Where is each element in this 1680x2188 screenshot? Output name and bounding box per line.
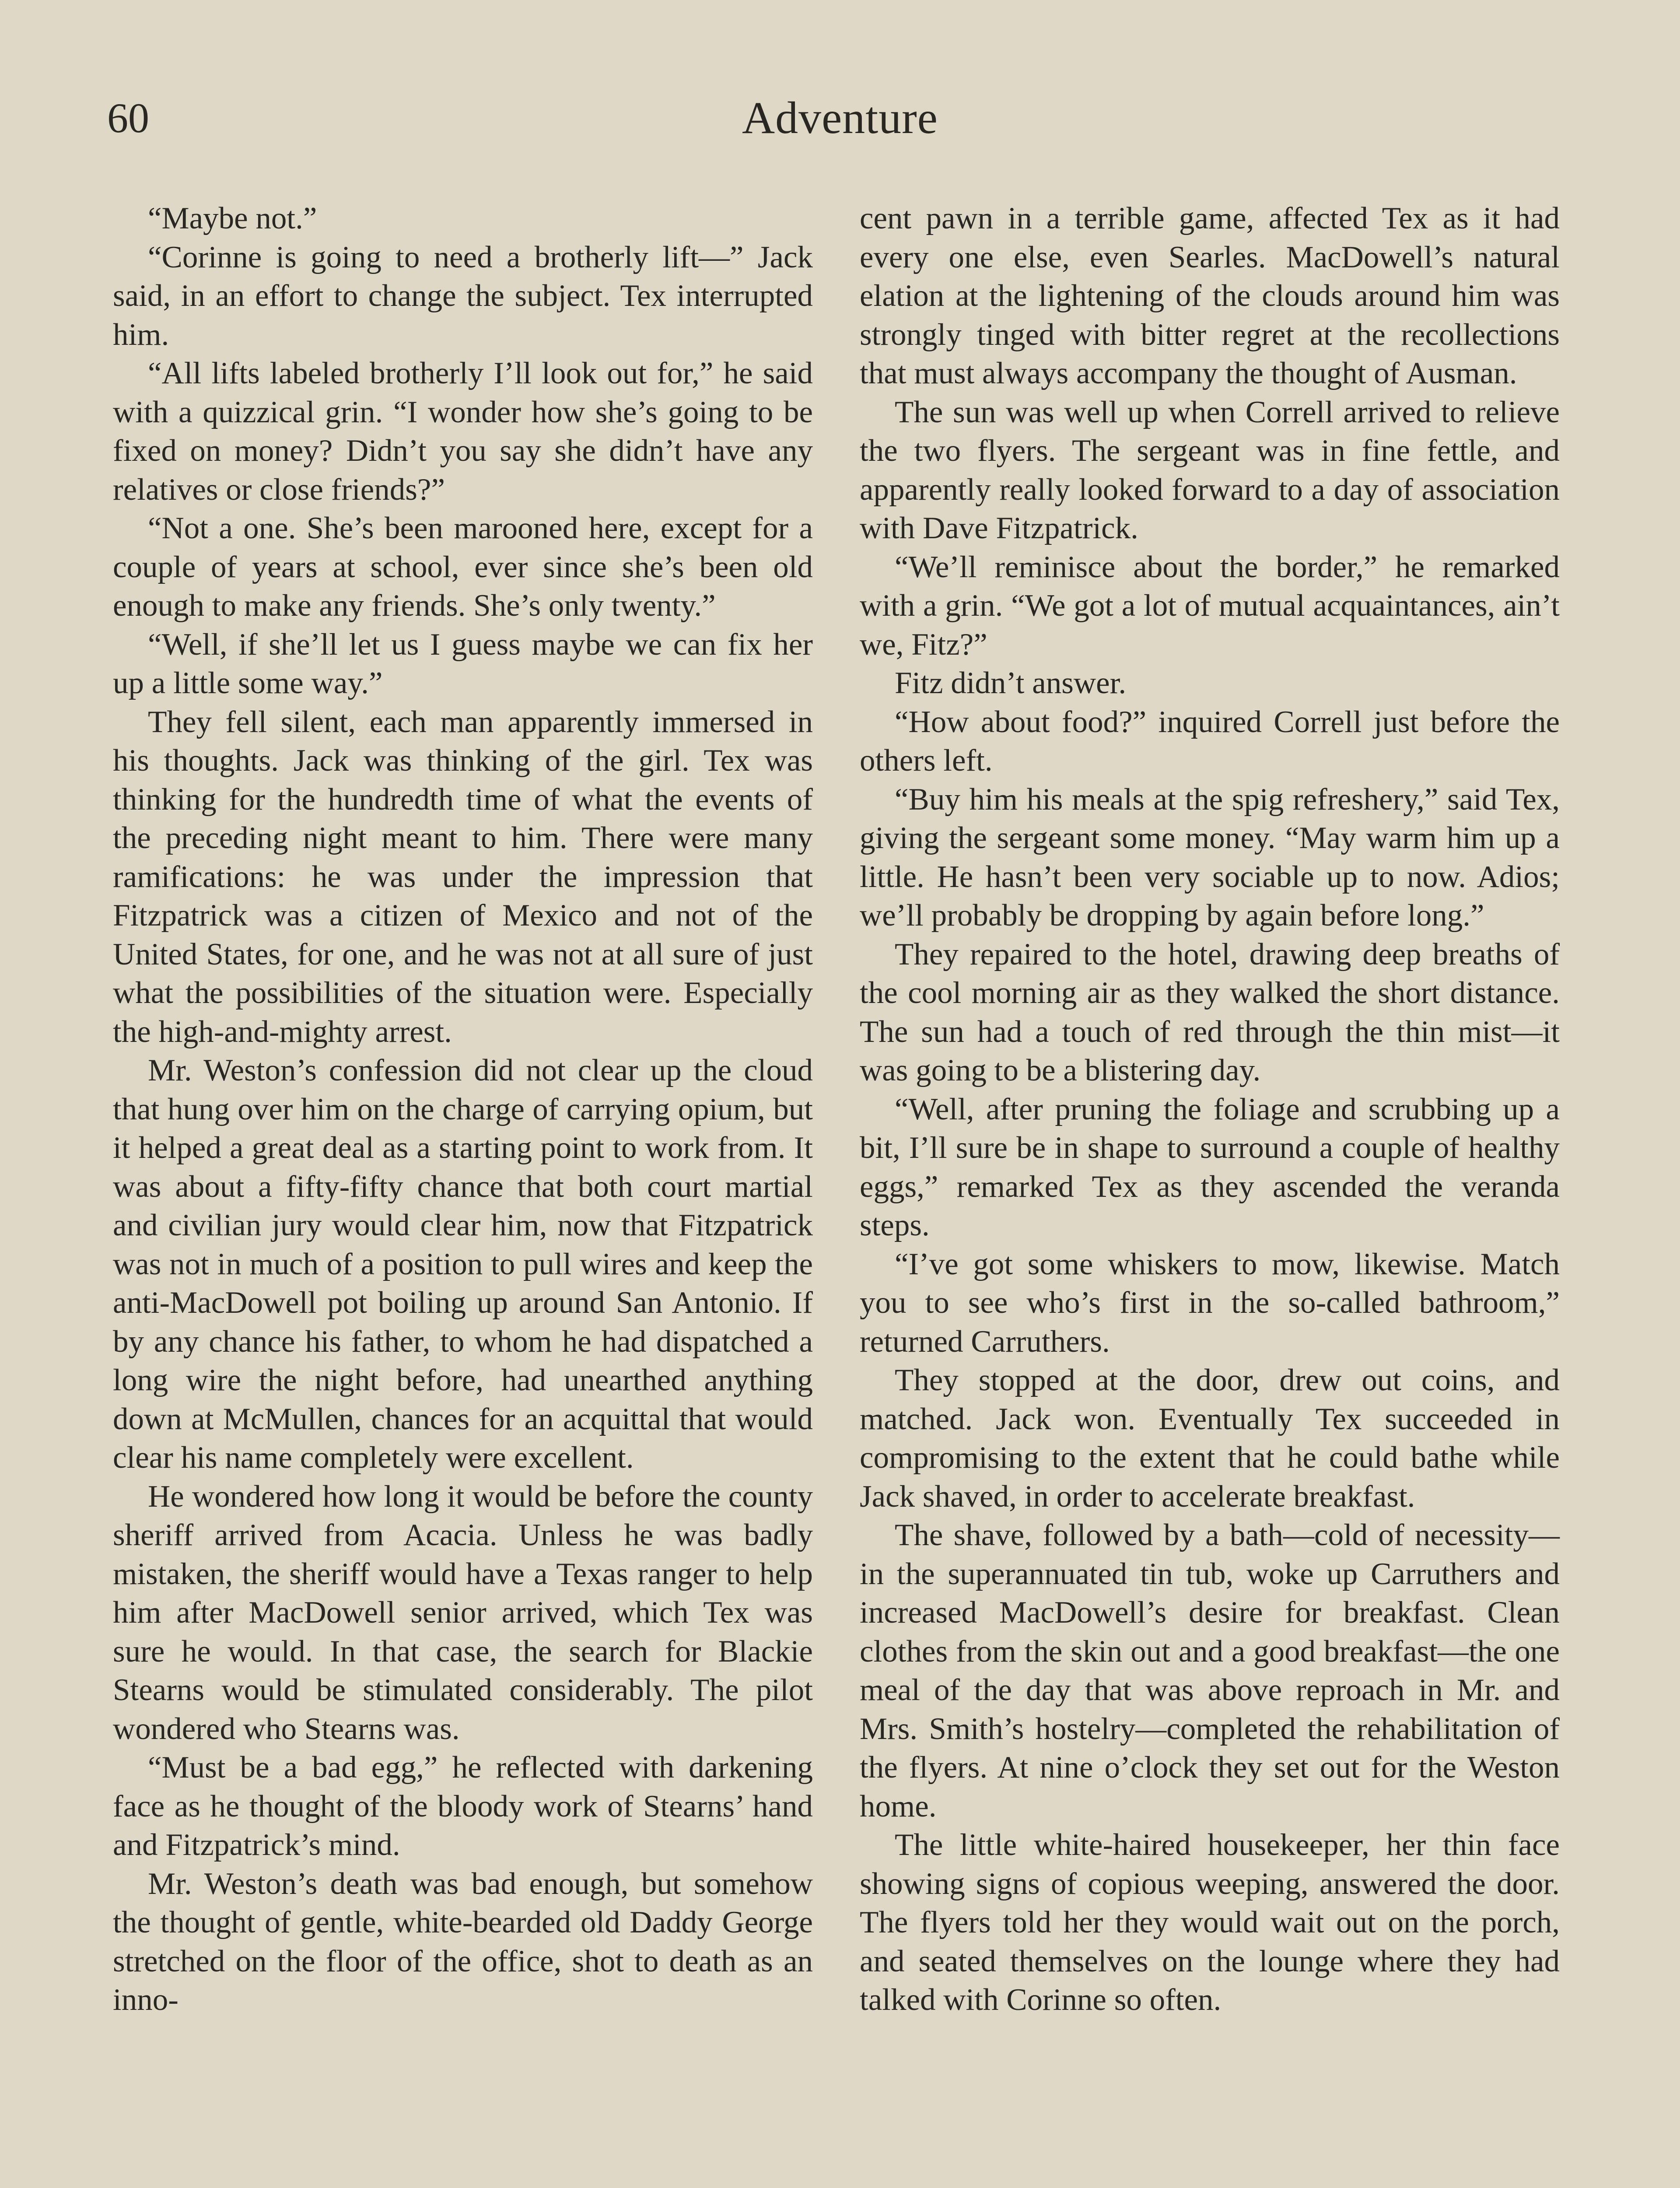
- paragraph: “Must be a bad egg,” he reflected with darkening face as he thought of the bloody work of Stearns’ hand and Fitzpatrick’s mind.: [113, 1750, 813, 1862]
- paragraph: “We’ll reminisce about the border,” he remarked with a grin. “We got a lot of mutual acquaintances, ain’t we, Fitz?”: [860, 550, 1560, 662]
- paragraph: Fitz didn’t answer.: [895, 666, 1127, 700]
- paragraph: “Well, after pruning the foliage and scrubbing up a bit, I’ll sure be in shape to surround a couple of healthy eggs,” remarked Tex as they ascended the veranda steps.: [860, 1092, 1560, 1242]
- paragraph: He wondered how long it would be before the county sheriff arrived from Acacia. Unless he was badly mistaken, the sheriff would have a Texas ranger to help him after MacDowell senior arrived, which Tex was sure he would. In that case, the search for Blackie Stearns would be stimulated considerably. The pilot wondered who Stearns was.: [113, 1479, 813, 1746]
- paragraph: The sun was well up when Correll arrived to relieve the two flyers. The sergeant was in fine fettle, and apparently really looked forward to a day of association with Dave Fitzpatrick.: [860, 395, 1560, 545]
- paragraph: They repaired to the hotel, drawing deep breaths of the cool morning air as they walked the short distance. The sun had a touch of red through the thin mist—it was going to be a blistering day.: [860, 937, 1560, 1087]
- page-number: 60: [107, 95, 149, 141]
- paragraph: “Buy him his meals at the spig refreshery,” said Tex, giving the sergeant some money. “May warm him up a little. He hasn’t been very sociable up to now. Adios; we’ll probably be dropping by again before long.”: [860, 782, 1560, 933]
- paragraph: “All lifts labeled brotherly I’ll look out for,” he said with a quizzical grin. “I wonder how she’s going to be fixed on money? Didn’t you say she didn’t have any relatives or close friends?”: [113, 356, 813, 507]
- paragraph: “Maybe not.”: [148, 201, 317, 235]
- left-column: [113, 199, 813, 2020]
- paragraph: Mr. Weston’s death was bad enough, but somehow the thought of gentle, white-bearded old Daddy George stretched on the floor of the office, shot to death as an inno-: [113, 1866, 813, 2017]
- paragraph-continuation: cent pawn in a terrible game, affected Tex as it had every one else, even Searles. MacDowell’s natural elation at the lightening of the clouds around him was strongly tinged with bitter regret at the recollections that must always accompany the thought of Ausman.: [860, 201, 1560, 390]
- paragraph: “Corinne is going to need a brotherly lift—” Jack said, in an effort to change the subject. Tex interrupted him.: [113, 240, 813, 352]
- page-header: [0, 92, 1680, 153]
- paragraph: Mr. Weston’s confession did not clear up the cloud that hung over him on the charge of carrying opium, but it helped a great deal as a starting point to work from. It was about a fifty-fifty chance that both court martial and civilian jury would clear him, now that Fitzpatrick was not in much of a position to pull wires and keep the anti-MacDowell pot boiling up around San Antonio. If by any chance his father, to whom he had dispatched a long wire the night before, had unearthed anything down at McMullen, chances for an acquittal that would clear his name completely were excellent.: [113, 1053, 813, 1475]
- paragraph: The shave, followed by a bath—cold of necessity—in the superannuated tin tub, woke up Carruthers and increased MacDowell’s desire for breakfast. Clean clothes from the skin out and a good breakfast—the one meal of the day that was above reproach in Mr. and Mrs. Smith’s hostelry—completed the rehabilitation of the flyers. At nine o’clock they set out for the Weston home.: [860, 1518, 1560, 1823]
- paragraph: The little white-haired housekeeper, her thin face showing signs of copious weeping, answered the door. The flyers told her they would wait out on the porch, and seated themselves on the lounge where they had talked with Corinne so often.: [860, 1828, 1560, 2017]
- paragraph: “Well, if she’ll let us I guess maybe we can fix her up a little some way.”: [113, 627, 813, 700]
- paragraph: “How about food?” inquired Correll just before the others left.: [860, 705, 1560, 778]
- running-head: Adventure: [742, 93, 938, 143]
- paragraph: “Not a one. She’s been marooned here, except for a couple of years at school, ever since she’s been old enough to make any friends. She’s only twenty.”: [113, 511, 813, 623]
- paragraph: They fell silent, each man apparently immersed in his thoughts. Jack was thinking of the girl. Tex was thinking for the hundredth time of what the events of the preceding night meant to him. There were many ramifications: he was under the impression that Fitzpatrick was a citizen of Mexico and not of the United States, for one, and he was not at all sure of just what the possibilities of the situation were. Especially the high-and-mighty arrest.: [113, 705, 813, 1049]
- paragraph: “I’ve got some whiskers to mow, likewise. Match you to see who’s first in the so-called bathroom,” returned Carruthers.: [860, 1247, 1560, 1359]
- paragraph: They stopped at the door, drew out coins, and matched. Jack won. Eventually Tex succeeded in compromising to the extent that he could bathe while Jack shaved, in order to accelerate breakfast.: [860, 1363, 1560, 1514]
- right-column: [860, 199, 1560, 2020]
